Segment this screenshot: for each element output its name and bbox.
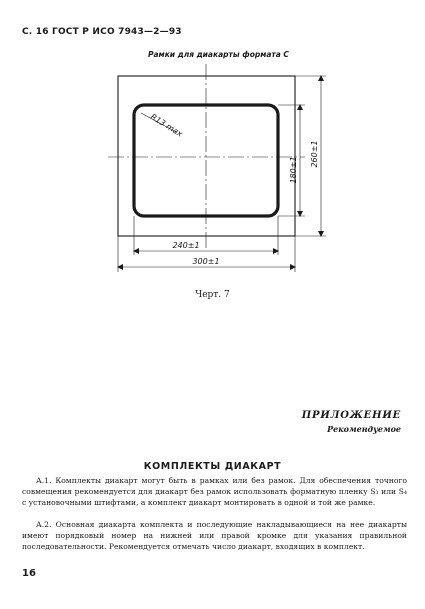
figure-label: Черт. 7 bbox=[195, 290, 230, 300]
paragraph-a1-text: А.1. Комплекты диакарт могут быть в рамках или без рамок. Для обеспечения точного совмещения рекомендуется для диакарт без рамок использовать форматную пленку S₃ или S₄ с установочными штифтами, а комплект диакарт монтировать в одной и той же рамке. bbox=[22, 476, 407, 507]
dim-inner-height: 180±1 bbox=[289, 156, 298, 184]
page-number: 16 bbox=[22, 568, 36, 579]
radius-label: R13 max bbox=[148, 112, 185, 139]
running-header: С. 16 ГОСТ Р ИСО 7943—2—93 bbox=[22, 27, 182, 37]
paragraph-a2 bbox=[22, 519, 407, 552]
appendix-heading bbox=[302, 410, 401, 434]
appendix-subtitle: Рекомендуемое bbox=[327, 424, 401, 434]
paragraph-a1 bbox=[22, 475, 407, 508]
dim-inner-width: 240±1 bbox=[172, 241, 200, 250]
outer-frame bbox=[118, 76, 295, 236]
appendix-title: ПРИЛОЖЕНИЕ bbox=[301, 410, 401, 421]
figure-caption: Рамки для диакарты формата С bbox=[148, 50, 289, 59]
dim-outer-width: 300±1 bbox=[192, 257, 220, 266]
dim-outer-height: 260±1 bbox=[310, 140, 319, 168]
frame-drawing bbox=[0, 0, 425, 300]
paragraph-a2-text: А.2. Основная диакарта комплекта и последующие накладывающиеся на нее диакарты имеют порядковый номер на нижней или правой кромке для указания правильной последовательности. Рекомендуется отмечать число диакарт, входящих в комплект. bbox=[22, 520, 407, 551]
section-title: КОМПЛЕКТЫ ДИАКАРТ bbox=[143, 461, 282, 472]
